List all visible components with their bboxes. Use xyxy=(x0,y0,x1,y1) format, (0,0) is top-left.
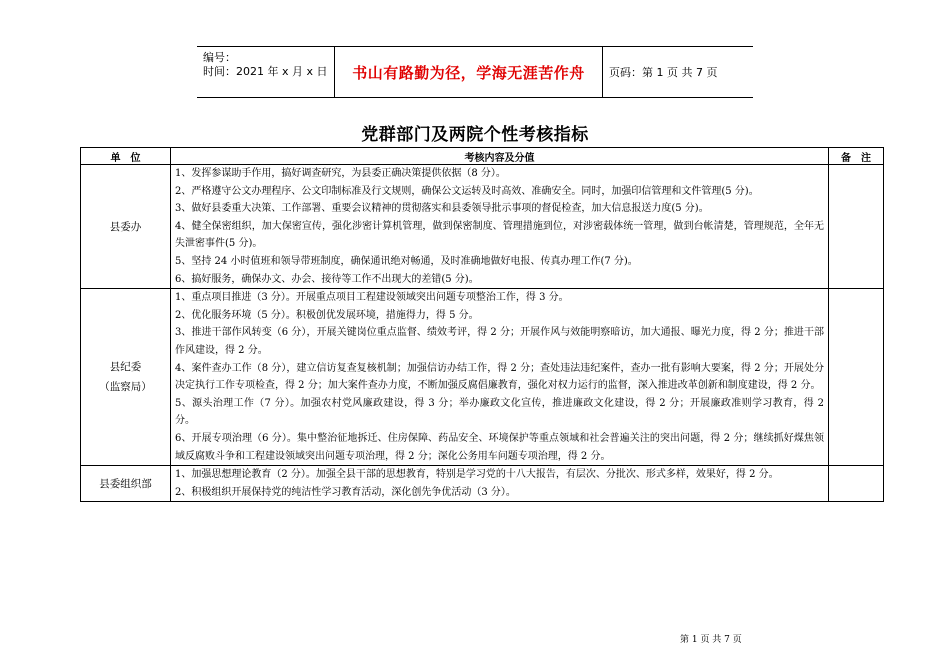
unit-cell xyxy=(81,289,171,466)
column-header-content: 考核内容及分值 xyxy=(171,148,829,165)
column-header-note: 备 注 xyxy=(829,148,884,165)
assessment-item: 1、发挥参谋助手作用，搞好调查研究，为县委正确决策提供依据（8 分）。 xyxy=(175,168,506,179)
content-cell xyxy=(171,165,829,289)
header-page-number: 页码：第 1 页 共 7 页 xyxy=(609,66,718,79)
table-header-row xyxy=(81,148,884,165)
document-header xyxy=(197,46,753,98)
assessment-item: 3、做好县委重大决策、工作部署、重要会议精神的贯彻落实和县委领导批示事项的督促检查，加大信息报送力度(5 分)。 xyxy=(175,203,709,215)
content-cell xyxy=(171,466,829,502)
assessment-item: 4、健全保密组织，加大保密宣传，强化涉密计算机管理，做到保密制度、管理措施到位，对涉密载体统一管理，做到台帐清楚，管理规范，全年无失泄密事件(5 分)。 xyxy=(175,220,824,250)
column-header-unit: 单 位 xyxy=(81,148,171,165)
table-row xyxy=(81,466,884,502)
unit-name: 县纪委 xyxy=(109,361,142,374)
assessment-item: 1、重点项目推进（3 分）。开展重点项目工程建设领域突出问题专项整治工作，得 3 分。 xyxy=(175,292,569,304)
unit-name: 县委组织部 xyxy=(99,477,152,490)
assessment-item: 6、开展专项治理（6 分）。集中整治征地拆迁、住房保障、药品安全、环境保护等重点领域和社会普遍关注的突出问题，得 2 分；继续抓好煤焦领域反腐败斗争和工程建设领域突出问题专项治理，得 2 分；深化公务用车问题专项治理，得 2 分。 xyxy=(175,432,824,462)
assessment-item: 5、坚持 24 小时值班和领导带班制度，确保通讯绝对畅通，及时准确地做好电报、传真办理工作(7 分)。 xyxy=(175,255,638,267)
assessment-item: 3、推进干部作风转变（6 分），开展关键岗位重点监督、绩效考评，得 2 分；开展作风与效能明察暗访，加大通报、曝光力度，得 2 分；推进干部作风建设，得 2 分。 xyxy=(175,327,824,356)
unit-cell xyxy=(81,165,171,289)
header-meta xyxy=(203,51,333,79)
table-row xyxy=(81,289,884,466)
unit-name: 县委办 xyxy=(109,220,142,233)
assessment-item: 2、严格遵守公文办理程序、公文印制标准及行文规则，确保公文运转及时高效、准确安全。同时，加强印信管理和文件管理(5 分)。 xyxy=(175,185,759,197)
assessment-item: 2、优化服务环境（5 分）。积极创优发展环境，措施得力，得 5 分。 xyxy=(175,309,479,321)
assessment-item: 1、加强思想理论教育（2 分）。加强全县干部的思想教育，特别是学习党的十八大报告，有层次、分批次、形式多样，效果好，得 2 分。 xyxy=(175,469,779,481)
table-row xyxy=(81,165,884,289)
header-motto: 书山有路勤为径，学海无涯苦作舟 xyxy=(352,63,585,82)
assessment-item: 5、源头治理工作（7 分）。加强农村党风廉政建设，得 3 分；举办廉政文化宣传，推进廉政文化建设，得 2 分；开展廉政准则学习教育，得 2 分。 xyxy=(175,397,824,427)
unit-cell xyxy=(81,466,171,502)
content-cell xyxy=(171,289,829,466)
table-body xyxy=(81,165,884,502)
note-cell xyxy=(829,289,884,466)
unit-name: （监察局） xyxy=(99,381,152,394)
assessment-item: 6、搞好服务，确保办文、办会、接待等工作不出现大的差错(5 分)。 xyxy=(175,273,479,285)
document-date-label: 时间：2021 年 x 月 x 日 xyxy=(203,65,328,78)
assessment-item: 4、案件查办工作（8 分），建立信访复查复核机制；加强信访办结工作，得 2 分；查处违法违纪案件，查办一批有影响大要案，得 2 分；开展处分决定执行工作专项检查，得 2 分；加大案件查办力度，不断加强反腐倡廉教育，强化对权力运行的监督，深入推进改革创新和制度建设，得 2 分。 xyxy=(175,362,824,392)
assessment-table xyxy=(80,147,884,502)
header-divider xyxy=(602,47,603,97)
assessment-item: 2、积极组织开展保持党的纯洁性学习教育活动，深化创先争优活动（3 分）。 xyxy=(175,486,516,498)
note-cell xyxy=(829,466,884,502)
document-title: 党群部门及两院个性考核指标 xyxy=(361,125,589,145)
document-number-label: 编号： xyxy=(203,51,236,64)
page-footer: 第 1 页 共 7 页 xyxy=(680,635,742,645)
note-cell xyxy=(829,165,884,289)
